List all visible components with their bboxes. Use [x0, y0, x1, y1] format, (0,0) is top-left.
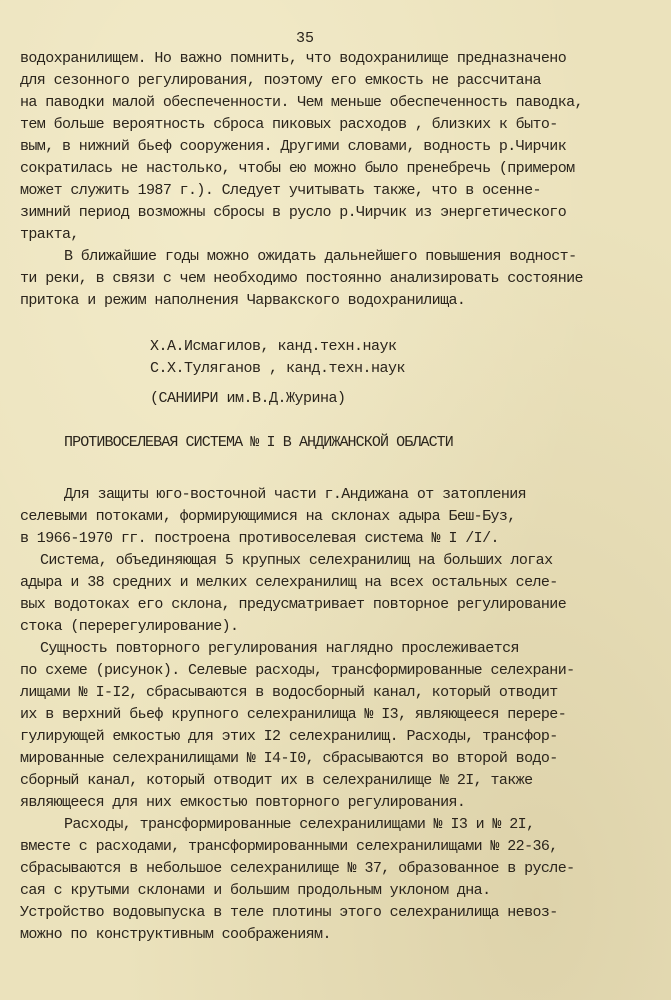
text-line: тем больше вероятность сброса пиковых расходов , близких к быто- [20, 116, 558, 133]
text-line: водохранилищем. Но важно помнить, что водохранилище предназначено [20, 50, 567, 67]
text-line: можно по конструктивным соображениям. [20, 926, 331, 943]
text-line: в 1966-1970 гг. построена противоселевая система № I /I/. [20, 530, 499, 547]
text-line: по схеме (рисунок). Селевые расходы, трансформированные селехрани- [20, 662, 575, 679]
text-line: являющееся для них емкостью повторного регулирования. [20, 794, 466, 811]
text-line: притока и режим наполнения Чарвакского водохранилища. [20, 292, 466, 309]
text-line: вых водотоках его склона, предусматривает повторное регулирование [20, 596, 567, 613]
text-line: гулирующей емкостью для этих I2 селехранилищ. Расходы, трансфор- [20, 728, 558, 745]
author-institution: (САНИИРИ им.В.Д.Журина) [150, 390, 346, 407]
text-line: Сущность повторного регулирования наглядно прослеживается [40, 640, 519, 657]
text-line: тракта, [20, 226, 79, 243]
text-line: вым, в нижний бьеф сооружения. Другими словами, водность р.Чирчик [20, 138, 567, 155]
section-title: ПРОТИВОСЕЛЕВАЯ СИСТЕМА № I В АНДИЖАНСКОЙ ОБЛАСТИ [64, 434, 453, 451]
text-line: зимний период возможны сбросы в русло р.Чирчик из энергетического [20, 204, 567, 221]
author-name: Х.А.Исмагилов, канд.техн.наук [150, 338, 397, 355]
text-line: В ближайшие годы можно ожидать дальнейшего повышения водност- [64, 248, 577, 265]
text-line: селевыми потоками, формирующимися на склонах адыра Беш-Буз, [20, 508, 516, 525]
text-line: ти реки, в связи с чем необходимо постоянно анализировать состояние [20, 270, 583, 287]
text-line: Система, объединяющая 5 крупных селехранилищ на больших логах [40, 552, 553, 569]
text-line: может служить 1987 г.). Следует учитывать также, что в осенне- [20, 182, 541, 199]
text-line: Для защиты юго-восточной части г.Андижана от затопления [64, 486, 527, 503]
text-line: на паводки малой обеспеченности. Чем меньше обеспеченность паводка, [20, 94, 583, 111]
text-line: Устройство водовыпуска в теле плотины этого селехранилища невоз- [20, 904, 558, 921]
text-line: лищами № I-I2, сбрасываются в водосборный канал, который отводит [20, 684, 558, 701]
text-line: сократилась не настолько, чтобы ею можно было пренебречь (примером [20, 160, 575, 177]
text-line: сбрасываются в небольшое селехранилище № 37, образованное в русле- [20, 860, 575, 877]
text-line: адыра и 38 средних и мелких селехранилищ на всех остальных селе- [20, 574, 558, 591]
text-line: Расходы, трансформированные селехранилищами № I3 и № 2I, [64, 816, 535, 833]
text-line: мированные селехранилищами № I4-I0, сбрасываются во второй водо- [20, 750, 558, 767]
text-line: сая с крутыми склонами и большим продольным уклоном дна. [20, 882, 491, 899]
author-name: С.Х.Туляганов , канд.техн.наук [150, 360, 406, 377]
page-number: 35 [296, 30, 315, 47]
text-line: стока (перерегулирование). [20, 618, 239, 635]
text-line: сборный канал, который отводит их в селехранилище № 2I, также [20, 772, 533, 789]
text-line: для сезонного регулирования, поэтому его емкость не рассчитана [20, 72, 541, 89]
text-line: их в верхний бьеф крупного селехранилища № I3, являющееся перере- [20, 706, 567, 723]
text-line: вместе с расходами, трансформированными селехранилищами № 22-36, [20, 838, 558, 855]
